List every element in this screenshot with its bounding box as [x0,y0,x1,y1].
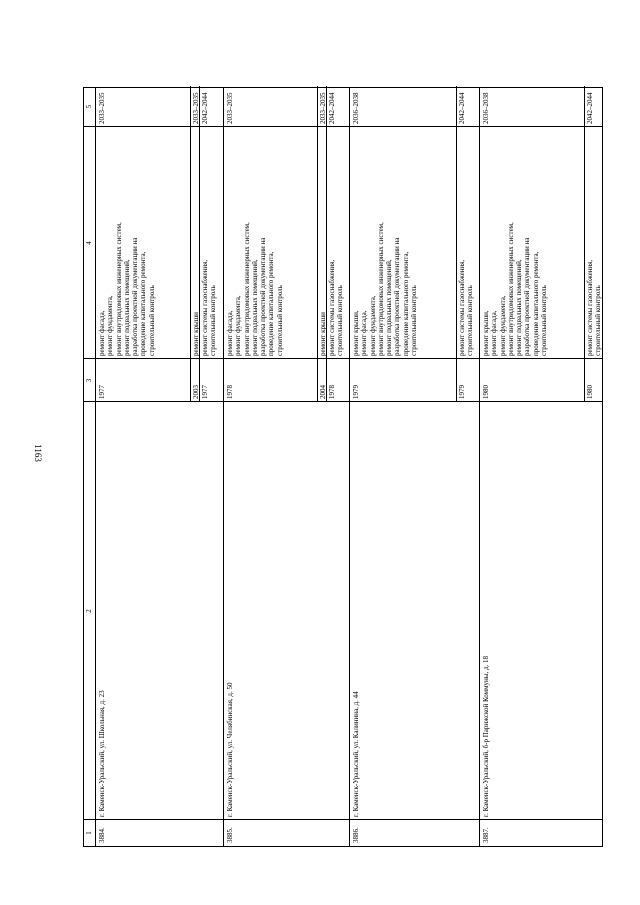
works-line: ремонт подвальных помещений, [122,259,131,356]
period-cell: 2042–2044 [328,92,336,124]
works-line: строительный контроль [147,285,156,356]
works-line: проведение капитального ремонта, [531,251,540,356]
year-cell: 1980 [586,385,594,399]
sub-row-divider [199,86,200,402]
works-cell [201,127,218,359]
sub-row-divider [456,86,457,402]
year-cell: 1979 [458,385,466,399]
year-cell: 1977 [201,385,209,399]
works-cell [226,127,284,359]
works-line: ремонт фасада, [98,310,106,356]
page-number-text: 1163 [33,444,44,462]
works-line: ремонт внутридомовых инженерных систем, [376,222,385,356]
works-line: строительный контроль [336,285,345,356]
works-cell [352,127,418,359]
works-cell [482,127,548,359]
sub-row-divider [317,86,318,402]
works-line: ремонт крыши [192,312,200,356]
header-col-1: 1 [85,831,93,835]
period-cell: 2033–2035 [226,92,234,124]
works-line: ремонт крыши, [482,310,490,356]
row-number: 3887. [482,827,490,843]
period-cell: 2042–2044 [586,92,594,124]
works-line: ремонт фундамента, [498,295,507,356]
period-cell: 2036–2038 [482,92,490,124]
works-line: разработка проектной документации на [259,237,268,356]
table-row [479,88,605,846]
works-line: ремонт фундамента, [368,295,377,356]
row-number: 3886. [352,827,360,843]
works-line: ремонт фундамента, [106,295,115,356]
works-line: проведение капитального ремонта, [401,251,410,356]
row-number: 3885. [226,827,234,843]
table-row [95,88,224,846]
year-cell: 1978 [328,385,336,399]
works-line: ремонт системы газоснабжения, [586,259,594,356]
works-cell [328,127,345,359]
address-cell: г. Каменск-Уральский, ул. Калинина, д. 44 [352,691,360,817]
year-cell: 1979 [352,385,360,399]
works-line: ремонт фундамента, [234,295,243,356]
year-cell: 2004 [319,385,327,399]
works-line: ремонт внутридомовых инженерных систем, [506,222,515,356]
period-cell: 2033–2035 [98,92,106,124]
works-line: ремонт системы газоснабжения, [458,259,466,356]
works-line: разработка проектной документации на [393,237,402,356]
header-col-2: 2 [85,609,93,613]
sub-row-divider [326,86,327,402]
period-cell: 2033–2035 [192,92,200,124]
sub-row-divider [584,86,585,402]
works-line: проведение капитального ремонта, [139,251,148,356]
works-line: ремонт системы газоснабжения, [201,259,209,356]
address-cell: г. Каменск-Уральский, ул. Челябинская, д. 50 [226,682,234,817]
period-cell: 2033–2035 [319,92,327,124]
works-line: строительный контроль [410,285,419,356]
header-col-5: 5 [85,104,93,109]
year-cell: 2003 [192,385,200,399]
address-cell: г. Каменск-Уральский, ул. Школьная, д. 23 [98,690,106,817]
works-line: строительный контроль [540,285,549,356]
works-line: строительный контроль [209,285,218,356]
works-line: ремонт фасада, [226,310,234,356]
works-line: ремонт внутридомовых инженерных систем, [114,222,123,356]
works-line: строительный контроль [594,285,603,356]
page-number [31,441,45,465]
works-line: ремонт фасада, [360,310,369,356]
year-cell: 1978 [226,385,234,399]
works-line: ремонт подвальных помещений, [385,259,394,356]
works-line: ремонт крыши, [352,310,360,356]
works-line: ремонт фасада, [490,310,499,356]
works-line: строительный контроль [466,285,475,356]
works-line: разработка проектной документации на [523,237,532,356]
period-cell: 2042–2044 [458,92,466,124]
works-line: ремонт внутридомовых инженерных систем, [242,222,251,356]
works-line: строительный контроль [275,285,284,356]
works-line: проведение капитального ремонта, [267,251,276,356]
works-cell [458,127,475,359]
works-line: ремонт подвальных помещений, [250,259,259,356]
works-line: ремонт крыши [319,312,327,356]
table-row [223,88,350,846]
header-col-3: 3 [85,378,93,383]
period-cell: 2042–2044 [201,92,209,124]
table-row [349,88,480,846]
works-line: ремонт подвальных помещений, [515,259,524,356]
works-cell [98,127,156,359]
header-col-4: 4 [85,241,93,245]
works-line: ремонт системы газоснабжения, [328,259,336,356]
row-number: 3884. [98,827,106,843]
year-cell: 1980 [482,385,490,399]
year-cell: 1977 [98,385,106,399]
works-cell [586,127,603,359]
works-line: разработка проектной документации на [131,237,140,356]
repair-schedule-table [83,87,603,847]
sub-row-divider [190,86,191,402]
period-cell: 2036–2038 [352,92,360,124]
address-cell: г. Каменск-Уральский, б-р Парижской Коммуны, д. 18 [482,655,490,817]
